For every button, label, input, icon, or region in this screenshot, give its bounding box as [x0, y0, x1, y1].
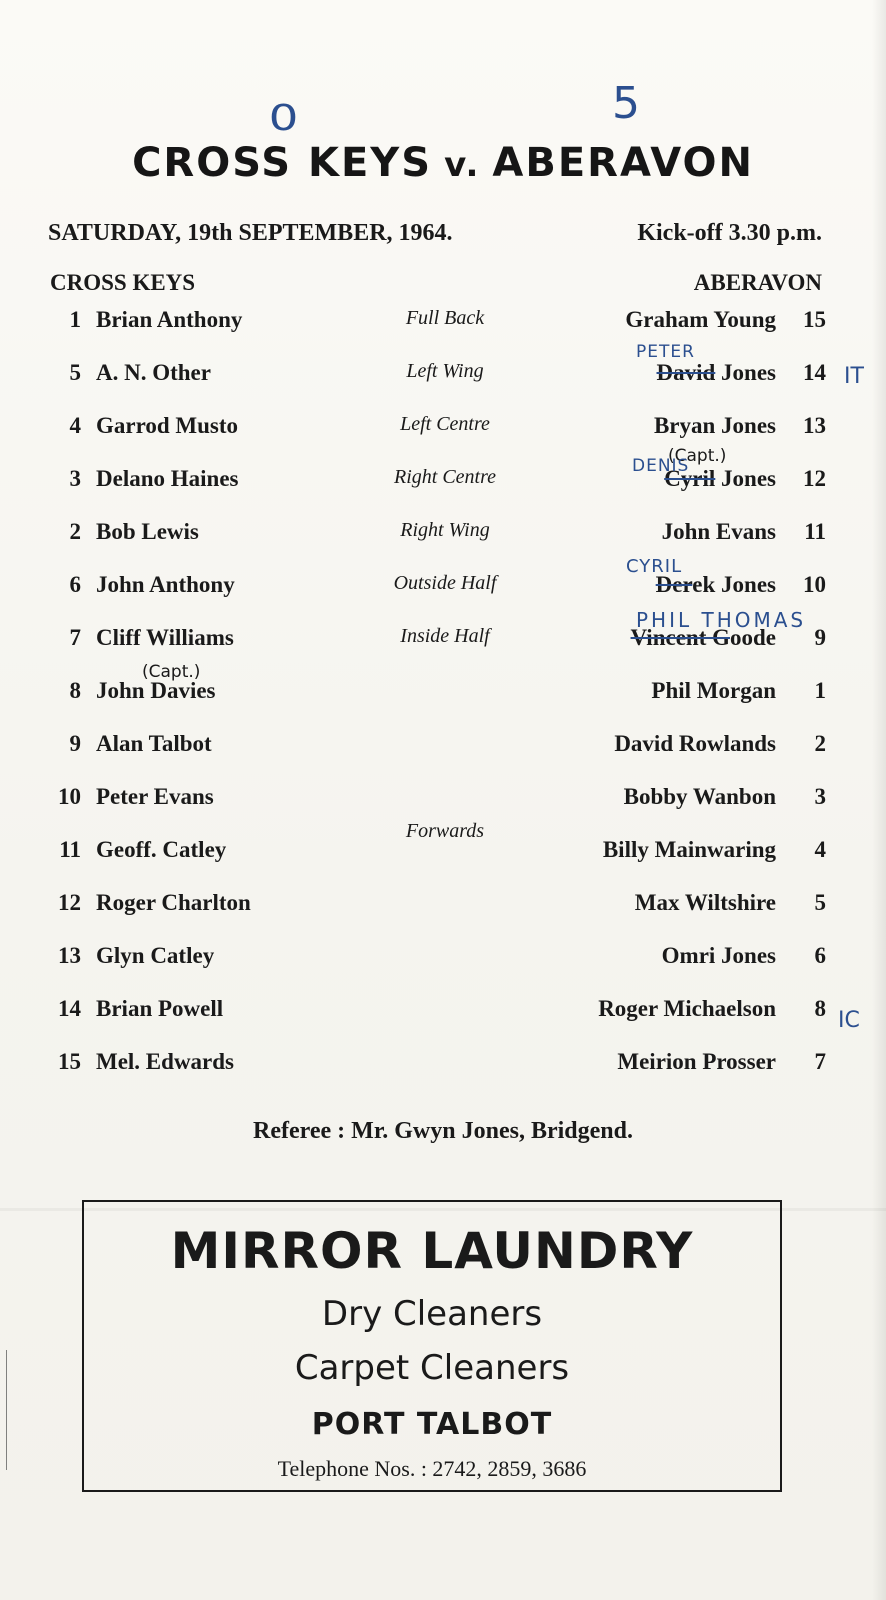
home-player-name: Brian Powell	[96, 996, 224, 1021]
away-player-name: Meirion Prosser	[617, 1049, 776, 1074]
home-shirt-number: 15	[58, 1049, 81, 1074]
advert-business-name: MIRROR LAUNDRY	[170, 1222, 694, 1280]
struck-through-name: Cyril	[664, 466, 716, 491]
match-date: SATURDAY, 19th SEPTEMBER, 1964.	[48, 220, 453, 246]
away-shirt-number: 11	[804, 519, 826, 544]
lineup-row	[0, 413, 886, 453]
away-player-name: David Rowlands	[614, 731, 776, 756]
away-shirt-number: 1	[814, 678, 826, 703]
advert-telephone: Telephone Nos. : 2742, 2859, 3686	[277, 1456, 587, 1481]
away-shirt-number: 3	[814, 784, 826, 809]
away-player-name: John Evans	[661, 519, 776, 544]
away-player-name	[657, 360, 777, 386]
advert-town: PORT TALBOT	[311, 1407, 553, 1442]
home-player-name: Delano Haines	[96, 466, 239, 491]
handwritten-score-home: 0	[268, 98, 299, 139]
home-player-name: Cliff Williams	[96, 625, 234, 650]
advert-service-carpet: Carpet Cleaners	[294, 1348, 570, 1388]
home-shirt-number: 3	[69, 466, 81, 491]
lineup-row	[0, 837, 886, 877]
away-player-name: Graham Young	[625, 307, 776, 332]
lineup-row	[0, 890, 886, 930]
position-label: Right Centre	[393, 466, 497, 488]
home-player-name: John Davies	[96, 678, 216, 703]
home-shirt-number: 5	[69, 360, 81, 385]
handwritten-phil-thomas: PHIL THOMAS	[636, 608, 807, 632]
lineup-row	[0, 307, 886, 347]
home-shirt-number: 6	[69, 572, 81, 597]
away-player-name: Omri Jones	[661, 943, 776, 968]
home-shirt-number: 8	[69, 678, 81, 703]
home-player-name: Bob Lewis	[96, 519, 199, 544]
home-shirt-number: 1	[69, 307, 81, 332]
away-player-name: Bobby Wanbon	[623, 784, 776, 809]
home-shirt-number: 7	[69, 625, 81, 650]
home-player-name: Geoff. Catley	[96, 837, 227, 862]
struck-through-name: David	[656, 360, 716, 385]
position-label: Right Wing	[400, 519, 490, 541]
home-shirt-number: 4	[69, 413, 81, 438]
home-player-name: Peter Evans	[96, 784, 214, 809]
away-player-surname: Jones	[715, 360, 776, 385]
home-player-name: Garrod Musto	[96, 413, 239, 438]
page-edge-mark	[6, 1350, 7, 1470]
away-shirt-number: 7	[814, 1049, 826, 1074]
away-captain-mark: (Capt.)	[668, 446, 727, 466]
handwritten-mark-8: IC	[838, 1008, 860, 1033]
home-shirt-number: 11	[59, 837, 81, 862]
away-player-surname: Jones	[715, 466, 776, 491]
away-shirt-number: 2	[814, 731, 826, 756]
away-shirt-number: 13	[803, 413, 826, 438]
handwritten-cyril: CYRIL	[626, 556, 683, 577]
position-label: Left Centre	[400, 413, 490, 435]
away-shirt-number: 12	[803, 466, 826, 491]
home-team-heading: CROSS KEYS	[50, 270, 196, 295]
position-label: Outside Half	[393, 572, 497, 594]
referee-line: Referee : Mr. Gwyn Jones, Bridgend.	[253, 1118, 633, 1144]
away-shirt-number: 8	[814, 996, 826, 1021]
lineup-row	[0, 731, 886, 771]
lineup-row	[0, 360, 886, 400]
match-dateline	[48, 220, 822, 247]
home-shirt-number: 12	[58, 890, 81, 915]
home-shirt-number: 10	[58, 784, 81, 809]
laundry-advert	[82, 1200, 782, 1492]
away-shirt-number: 4	[814, 837, 826, 862]
home-player-name: Mel. Edwards	[96, 1049, 234, 1074]
position-label: Left Wing	[406, 360, 484, 382]
away-shirt-number: 10	[803, 572, 826, 597]
away-team-heading: ABERAVON	[693, 270, 822, 295]
home-shirt-number: 14	[58, 996, 81, 1021]
away-shirt-number: 14	[803, 360, 826, 385]
home-shirt-number: 2	[69, 519, 81, 544]
away-player-name: Roger Michaelson	[598, 996, 776, 1021]
lineup-row	[0, 943, 886, 983]
home-team-title: CROSS KEYS	[132, 140, 433, 186]
lineup-row	[0, 678, 886, 718]
away-team-title: ABERAVON	[492, 140, 754, 186]
versus-label: v.	[444, 145, 481, 185]
lineup-row	[0, 1049, 886, 1089]
position-label: Full Back	[405, 307, 485, 329]
home-player-name: A. N. Other	[96, 360, 211, 385]
away-player-surname: ek Jones	[692, 572, 776, 597]
away-shirt-number: 5	[814, 890, 826, 915]
advert-service-dry: Dry Cleaners	[321, 1294, 543, 1334]
away-player-surname: oode	[730, 625, 776, 650]
handwritten-denis: DENIS	[632, 456, 690, 476]
away-player-name: Bryan Jones	[653, 413, 776, 438]
position-label: Inside Half	[400, 625, 490, 647]
lineup-row	[0, 466, 886, 506]
lineup-row	[0, 996, 886, 1036]
kickoff-time: Kick-off 3.30 p.m.	[637, 220, 822, 246]
struck-through-name: Vincent G	[630, 625, 730, 650]
handwritten-peter: PETER	[636, 342, 695, 362]
home-player-name: Alan Talbot	[96, 731, 212, 756]
away-player-name: Max Wiltshire	[634, 890, 776, 915]
lineup-row	[0, 519, 886, 559]
away-player-name: Phil Morgan	[651, 678, 776, 703]
away-shirt-number: 6	[814, 943, 826, 968]
lineup-row	[0, 784, 886, 824]
forwards-label: Forwards	[405, 820, 485, 842]
handwritten-mark-14: IT	[844, 364, 864, 389]
home-player-name: John Anthony	[96, 572, 235, 597]
home-player-name: Brian Anthony	[96, 307, 243, 332]
home-captain-mark: (Capt.)	[142, 662, 201, 682]
lineup-row	[0, 572, 886, 612]
handwritten-score-away: 5	[612, 78, 640, 129]
home-player-name: Glyn Catley	[96, 943, 215, 968]
away-shirt-number: 15	[803, 307, 826, 332]
struck-through-name: Der	[655, 572, 693, 597]
home-player-name: Roger Charlton	[96, 890, 251, 915]
home-shirt-number: 13	[58, 943, 81, 968]
home-shirt-number: 9	[69, 731, 81, 756]
match-title	[0, 140, 886, 186]
away-shirt-number: 9	[814, 625, 826, 650]
away-player-name: Billy Mainwaring	[602, 837, 776, 862]
